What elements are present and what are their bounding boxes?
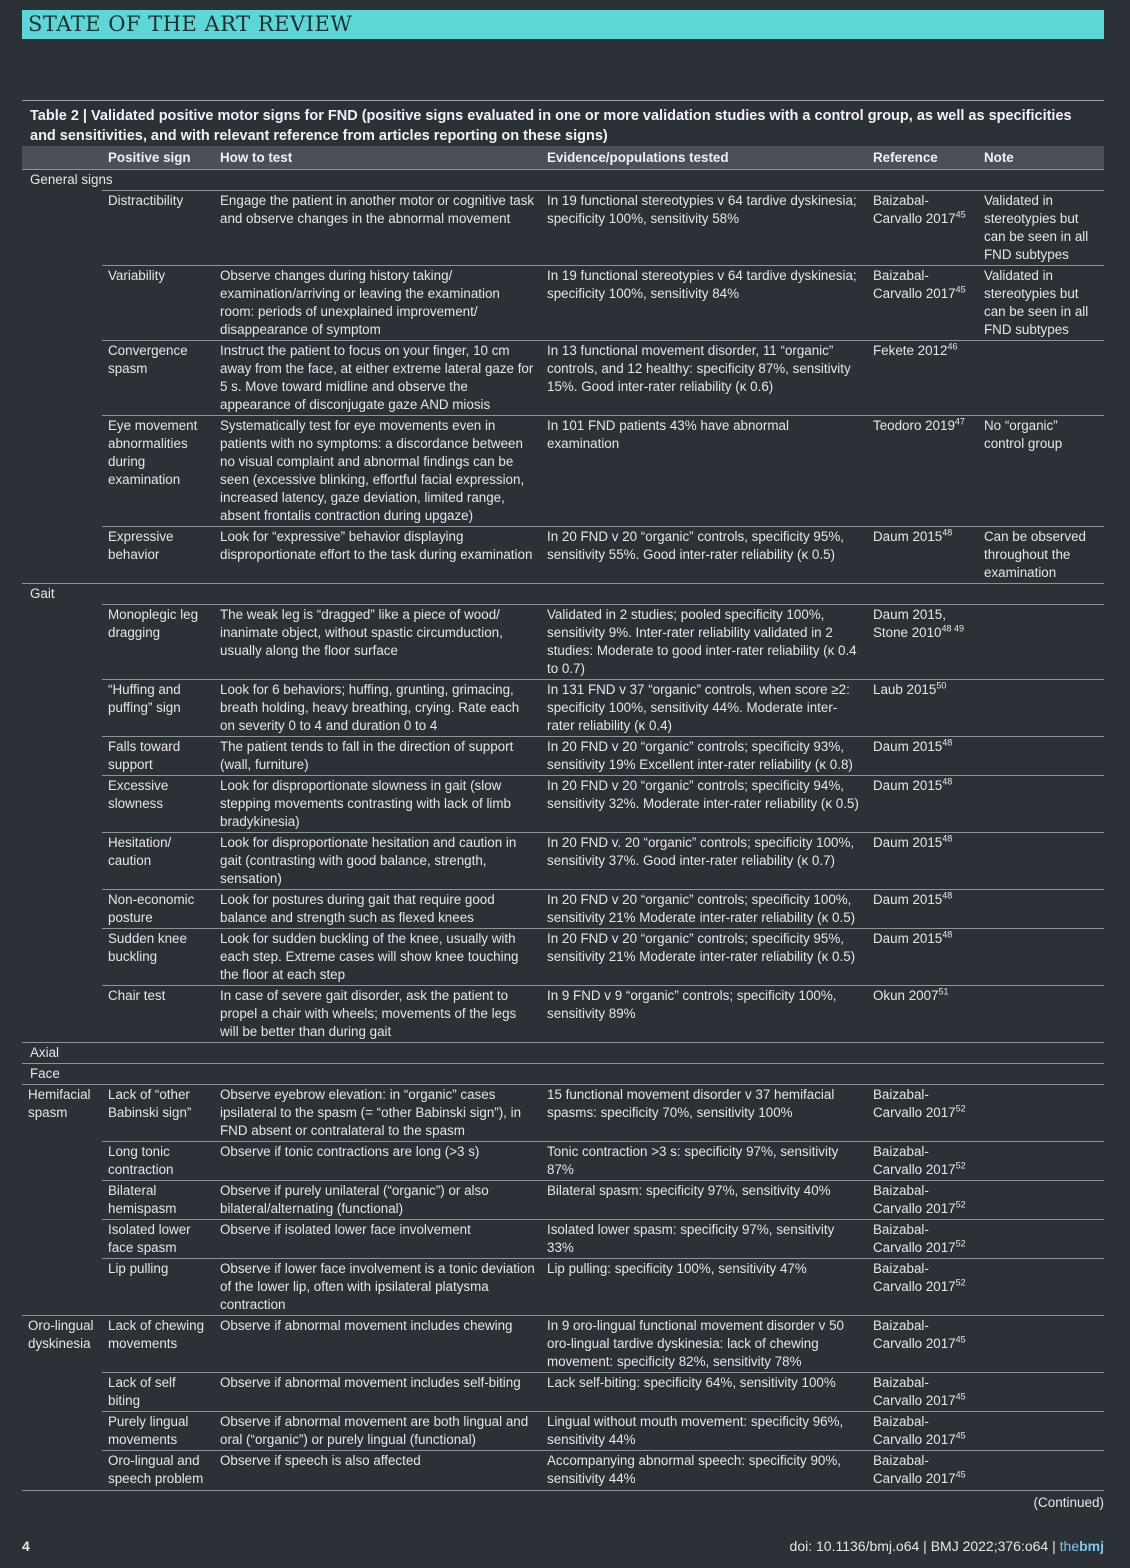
table-row	[22, 1142, 1104, 1181]
row-note	[978, 776, 1104, 833]
reference-number: 45	[955, 1469, 966, 1480]
row-test: In case of severe gait disorder, ask the patient to propel a chair with wheels; movements of the legs will be better than during gait	[214, 986, 541, 1043]
row-sign: Purely lingual movements	[102, 1412, 214, 1451]
row-test: Observe if purely unilateral (“organic”) or also bilateral/alternating (functional)	[214, 1181, 541, 1220]
row-group	[22, 1451, 102, 1490]
row-test: Observe eyebrow elevation: in “organic” cases ipsilateral to the spasm (= “other Babinski sign”), in FND absent or contralateral to the spasm	[214, 1085, 541, 1142]
table-row	[22, 527, 1104, 584]
reference-number: 47	[954, 416, 965, 427]
row-group	[22, 341, 102, 416]
row-note	[978, 605, 1104, 680]
row-group	[22, 605, 102, 680]
footer-citation	[790, 1538, 1104, 1554]
row-reference	[867, 1181, 978, 1220]
row-evidence: Isolated lower spasm: specificity 97%, sensitivity 33%	[541, 1220, 867, 1259]
reference-number: 52	[955, 1277, 966, 1288]
row-evidence: Validated in 2 studies; pooled specificity 100%, sensitivity 9%. Inter-rater reliability validated in 2 studies: Moderate to good inter-rater reliability (κ 0.4 to 0.7)	[541, 605, 867, 680]
reference-text: Laub 2015	[873, 682, 937, 697]
row-group	[22, 929, 102, 986]
row-sign: Sudden knee buckling	[102, 929, 214, 986]
row-evidence: In 9 oro-lingual functional movement disorder v 50 oro-lingual tardive dyskinesia: lack of chewing movement: specificity 82%, sensitivity 78%	[541, 1316, 867, 1373]
section-label: Gait	[22, 584, 1104, 605]
continued-label: (Continued)	[1033, 1495, 1104, 1510]
row-note	[978, 833, 1104, 890]
reference-number: 48	[942, 890, 953, 901]
table-row	[22, 986, 1104, 1043]
row-sign: Long tonic contraction	[102, 1142, 214, 1181]
reference-number: 45	[955, 284, 966, 295]
table-row	[22, 737, 1104, 776]
row-evidence: Accompanying abnormal speech: specificity 90%, sensitivity 44%	[541, 1451, 867, 1490]
row-test: Observe if isolated lower face involvement	[214, 1220, 541, 1259]
footer-brand-bmj: bmj	[1079, 1538, 1104, 1554]
table-row	[22, 680, 1104, 737]
row-group	[22, 776, 102, 833]
row-evidence: In 13 functional movement disorder, 11 “organic” controls, and 12 healthy: specificity 87%, sensitivity 15%. Good inter-rater reliability (κ 0.6)	[541, 341, 867, 416]
reference-text: Baizabal-Carvallo 2017	[873, 1414, 956, 1447]
row-group	[22, 416, 102, 527]
row-note	[978, 890, 1104, 929]
row-reference	[867, 191, 978, 266]
row-note	[978, 1220, 1104, 1259]
row-sign: Lip pulling	[102, 1259, 214, 1316]
reference-text: Daum 2015	[873, 739, 943, 754]
row-sign: Chair test	[102, 986, 214, 1043]
table-row	[22, 833, 1104, 890]
table-row	[22, 1085, 1104, 1142]
row-note: Can be observed throughout the examination	[978, 527, 1104, 584]
row-test: Observe if lower face involvement is a tonic deviation of the lower lip, often with ipsilateral platysma contraction	[214, 1259, 541, 1316]
row-test: The weak leg is “dragged” like a piece of wood/ inanimate object, without spastic circumduction, usually along the floor surface	[214, 605, 541, 680]
row-evidence: Lingual without mouth movement: specificity 96%, sensitivity 44%	[541, 1412, 867, 1451]
signs-table	[22, 146, 1104, 1489]
reference-number: 45	[955, 1430, 966, 1441]
reference-number: 48	[942, 833, 953, 844]
reference-text: Daum 2015	[873, 892, 943, 907]
table-section-row	[22, 1064, 1104, 1085]
col-header-group	[22, 146, 102, 170]
reference-text: Okun 2007	[873, 988, 939, 1003]
reference-text: Daum 2015	[873, 835, 943, 850]
reference-text: Baizabal-Carvallo 2017	[873, 1375, 956, 1408]
row-reference	[867, 1085, 978, 1142]
table-row	[22, 1412, 1104, 1451]
row-evidence: In 20 FND v 20 “organic” controls; specificity 100%, sensitivity 21% Moderate inter-rater reliability (κ 0.5)	[541, 890, 867, 929]
row-reference	[867, 527, 978, 584]
row-reference	[867, 1220, 978, 1259]
row-group	[22, 266, 102, 341]
row-note	[978, 1142, 1104, 1181]
row-sign: Falls toward support	[102, 737, 214, 776]
reference-number: 48	[942, 929, 953, 940]
reference-text: Baizabal-Carvallo 2017	[873, 193, 956, 226]
reference-text: Daum 2015, Stone 2010	[873, 607, 946, 640]
table-header-row	[22, 146, 1104, 170]
reference-number: 48	[942, 776, 953, 787]
row-note	[978, 1181, 1104, 1220]
section-label: General signs	[22, 170, 1104, 191]
row-group	[22, 1181, 102, 1220]
row-reference	[867, 605, 978, 680]
reference-number: 48 49	[941, 623, 965, 634]
table-row	[22, 1373, 1104, 1412]
row-group	[22, 1259, 102, 1316]
row-sign: Eye movement abnormalities during examination	[102, 416, 214, 527]
reference-number: 45	[955, 209, 966, 220]
reference-text: Daum 2015	[873, 529, 943, 544]
row-test: Observe if tonic contractions are long (>3 s)	[214, 1142, 541, 1181]
row-group	[22, 737, 102, 776]
row-test: Look for “expressive” behavior displaying disproportionate effort to the task during examination	[214, 527, 541, 584]
row-test: Observe if abnormal movement includes self-biting	[214, 1373, 541, 1412]
table-section-row	[22, 1043, 1104, 1064]
footer-brand-the: the	[1059, 1538, 1080, 1554]
row-group: Oro-lingual dyskinesia	[22, 1316, 102, 1373]
row-sign: Oro-lingual and speech problem	[102, 1451, 214, 1490]
row-sign: Lack of chewing movements	[102, 1316, 214, 1373]
table-row	[22, 890, 1104, 929]
reference-text: Teodoro 2019	[873, 418, 955, 433]
table-row	[22, 1181, 1104, 1220]
reference-text: Daum 2015	[873, 778, 943, 793]
row-evidence: In 19 functional stereotypies v 64 tardive dyskinesia; specificity 100%, sensitivity 58%	[541, 191, 867, 266]
row-evidence: In 20 FND v 20 “organic” controls; specificity 95%, sensitivity 21% Moderate inter-rater reliability (κ 0.5)	[541, 929, 867, 986]
col-header-evidence: Evidence/populations tested	[541, 146, 867, 170]
row-note	[978, 929, 1104, 986]
row-note	[978, 341, 1104, 416]
row-group	[22, 191, 102, 266]
row-evidence: In 20 FND v 20 “organic” controls, specificity 95%, sensitivity 55%. Good inter-rater reliability (κ 0.5)	[541, 527, 867, 584]
row-note	[978, 1316, 1104, 1373]
row-sign: Lack of self biting	[102, 1373, 214, 1412]
row-test: Observe changes during history taking/ examination/arriving or leaving the examination room: periods of unexplained improvement/ disappearance of symptom	[214, 266, 541, 341]
reference-number: 45	[955, 1334, 966, 1345]
table-row	[22, 416, 1104, 527]
reference-number: 48	[942, 527, 953, 538]
row-test: Observe if abnormal movement includes chewing	[214, 1316, 541, 1373]
row-evidence: In 19 functional stereotypies v 64 tardive dyskinesia; specificity 100%, sensitivity 84%	[541, 266, 867, 341]
row-group	[22, 680, 102, 737]
row-test: Systematically test for eye movements even in patients with no symptoms: a discordance between no visual complaint and abnormal findings can be seen (excessive blinking, effortful facial expression, increased latency, gaze deviation, limited range, absent frontalis contraction during upgaze)	[214, 416, 541, 527]
row-group	[22, 527, 102, 584]
table-section-row	[22, 170, 1104, 191]
reference-text: Baizabal-Carvallo 2017	[873, 268, 956, 301]
footer-doi: doi: 10.1136/bmj.o64 | BMJ 2022;376:o64 |	[789, 1538, 1060, 1554]
table-row	[22, 1220, 1104, 1259]
reference-number: 46	[947, 341, 958, 352]
row-group	[22, 890, 102, 929]
col-header-test: How to test	[214, 146, 541, 170]
row-sign: Distractibility	[102, 191, 214, 266]
row-test: Look for disproportionate hesitation and caution in gait (contrasting with good balance, strength, sensation)	[214, 833, 541, 890]
row-sign: Variability	[102, 266, 214, 341]
col-header-reference: Reference	[867, 146, 978, 170]
row-group	[22, 833, 102, 890]
table-row	[22, 776, 1104, 833]
row-evidence: In 20 FND v 20 “organic” controls; specificity 94%, sensitivity 32%. Moderate inter-rater reliability (κ 0.5)	[541, 776, 867, 833]
row-sign: Monoplegic leg dragging	[102, 605, 214, 680]
row-group	[22, 1412, 102, 1451]
row-reference	[867, 737, 978, 776]
row-group	[22, 986, 102, 1043]
row-reference	[867, 986, 978, 1043]
row-reference	[867, 680, 978, 737]
col-header-note: Note	[978, 146, 1104, 170]
row-sign: Hesitation/ caution	[102, 833, 214, 890]
row-test: The patient tends to fall in the direction of support (wall, furniture)	[214, 737, 541, 776]
table-bottom-rule	[22, 1490, 1104, 1491]
reference-text: Baizabal-Carvallo 2017	[873, 1087, 956, 1120]
row-sign: Isolated lower face spasm	[102, 1220, 214, 1259]
row-evidence: Lip pulling: specificity 100%, sensitivity 47%	[541, 1259, 867, 1316]
row-sign: Excessive slowness	[102, 776, 214, 833]
row-note	[978, 1373, 1104, 1412]
section-label: Face	[22, 1064, 1104, 1085]
table-section-row	[22, 584, 1104, 605]
row-sign: Non-economic posture	[102, 890, 214, 929]
row-group	[22, 1220, 102, 1259]
row-evidence: Tonic contraction >3 s: specificity 97%, sensitivity 87%	[541, 1142, 867, 1181]
row-evidence: 15 functional movement disorder v 37 hemifacial spasms: specificity 70%, sensitivity 100%	[541, 1085, 867, 1142]
col-header-sign: Positive sign	[102, 146, 214, 170]
reference-text: Baizabal-Carvallo 2017	[873, 1318, 956, 1351]
row-sign: “Huffing and puffing” sign	[102, 680, 214, 737]
row-reference	[867, 1316, 978, 1373]
row-note	[978, 737, 1104, 776]
table-row	[22, 1259, 1104, 1316]
reference-text: Baizabal-Carvallo 2017	[873, 1144, 956, 1177]
section-label: Axial	[22, 1043, 1104, 1064]
row-test: Instruct the patient to focus on your finger, 10 cm away from the face, at either extreme lateral gaze for 5 s. Move toward midline and observe the appearance of disconjugate gaze AND miosis	[214, 341, 541, 416]
row-evidence: Lack self-biting: specificity 64%, sensitivity 100%	[541, 1373, 867, 1412]
row-evidence: In 20 FND v. 20 “organic” controls; specificity 100%, sensitivity 37%. Good inter-rater reliability (κ 0.7)	[541, 833, 867, 890]
row-sign: Convergence spasm	[102, 341, 214, 416]
row-test: Engage the patient in another motor or cognitive task and observe changes in the abnormal movement	[214, 191, 541, 266]
row-evidence: In 9 FND v 9 “organic” controls; specificity 100%, sensitivity 89%	[541, 986, 867, 1043]
row-reference	[867, 1259, 978, 1316]
reference-number: 48	[942, 737, 953, 748]
row-sign: Expressive behavior	[102, 527, 214, 584]
row-test: Observe if speech is also affected	[214, 1451, 541, 1490]
table-row	[22, 191, 1104, 266]
reference-text: Baizabal-Carvallo 2017	[873, 1183, 956, 1216]
row-note	[978, 1412, 1104, 1451]
row-reference	[867, 1142, 978, 1181]
row-reference	[867, 1373, 978, 1412]
row-evidence: In 20 FND v 20 “organic” controls; specificity 93%, sensitivity 19% Excellent inter-rater reliability (κ 0.8)	[541, 737, 867, 776]
row-test: Observe if abnormal movement are both lingual and oral (“organic”) or purely lingual (functional)	[214, 1412, 541, 1451]
row-sign: Lack of “other Babinski sign”	[102, 1085, 214, 1142]
reference-number: 52	[955, 1103, 966, 1114]
reference-number: 51	[938, 986, 949, 997]
row-sign: Bilateral hemispasm	[102, 1181, 214, 1220]
reference-text: Fekete 2012	[873, 343, 948, 358]
table-caption: Table 2 | Validated positive motor signs for FND (positive signs evaluated in one or more validation studies with a control group, as well as specificities and sensitivities, and with relevant reference from articles reporting on these signs)	[22, 100, 1104, 146]
row-note: No “organic” control group	[978, 416, 1104, 527]
section-banner: STATE OF THE ART REVIEW	[22, 10, 1104, 39]
table-row	[22, 1316, 1104, 1373]
row-test: Look for sudden buckling of the knee, usually with each step. Extreme cases will show knee touching the floor at each step	[214, 929, 541, 986]
row-reference	[867, 929, 978, 986]
row-group	[22, 1142, 102, 1181]
row-note	[978, 986, 1104, 1043]
reference-number: 50	[936, 680, 947, 691]
reference-text: Baizabal-Carvallo 2017	[873, 1222, 956, 1255]
row-reference	[867, 776, 978, 833]
row-group	[22, 1373, 102, 1412]
row-evidence: In 101 FND patients 43% have abnormal examination	[541, 416, 867, 527]
row-note	[978, 680, 1104, 737]
row-evidence: In 131 FND v 37 “organic” controls, when score ≥2: specificity 100%, sensitivity 44%. Moderate inter-rater reliability (κ 0.4)	[541, 680, 867, 737]
row-reference	[867, 890, 978, 929]
row-reference	[867, 1451, 978, 1490]
row-reference	[867, 266, 978, 341]
row-note: Validated in stereotypies but can be seen in all FND subtypes	[978, 266, 1104, 341]
table-row	[22, 605, 1104, 680]
reference-text: Baizabal-Carvallo 2017	[873, 1453, 956, 1486]
row-test: Look for disproportionate slowness in gait (slow stepping movements contrasting with lack of limb bradykinesia)	[214, 776, 541, 833]
reference-text: Daum 2015	[873, 931, 943, 946]
table-row	[22, 341, 1104, 416]
reference-number: 45	[955, 1391, 966, 1402]
row-reference	[867, 833, 978, 890]
reference-number: 52	[955, 1238, 966, 1249]
row-note	[978, 1085, 1104, 1142]
table-row	[22, 1451, 1104, 1490]
row-test: Look for 6 behaviors; huffing, grunting, grimacing, breath holding, heavy breathing, crying. Rate each on severity 0 to 4 and duration 0 to 4	[214, 680, 541, 737]
table-row	[22, 266, 1104, 341]
row-note: Validated in stereotypies but can be seen in all FND subtypes	[978, 191, 1104, 266]
page-number: 4	[22, 1538, 30, 1554]
row-reference	[867, 416, 978, 527]
reference-number: 52	[955, 1160, 966, 1171]
reference-number: 52	[955, 1199, 966, 1210]
row-reference	[867, 341, 978, 416]
row-test: Look for postures during gait that require good balance and strength such as flexed knees	[214, 890, 541, 929]
table-row	[22, 929, 1104, 986]
row-evidence: Bilateral spasm: specificity 97%, sensitivity 40%	[541, 1181, 867, 1220]
row-note	[978, 1451, 1104, 1490]
row-reference	[867, 1412, 978, 1451]
row-note	[978, 1259, 1104, 1316]
reference-text: Baizabal-Carvallo 2017	[873, 1261, 956, 1294]
row-group: Hemifacial spasm	[22, 1085, 102, 1142]
